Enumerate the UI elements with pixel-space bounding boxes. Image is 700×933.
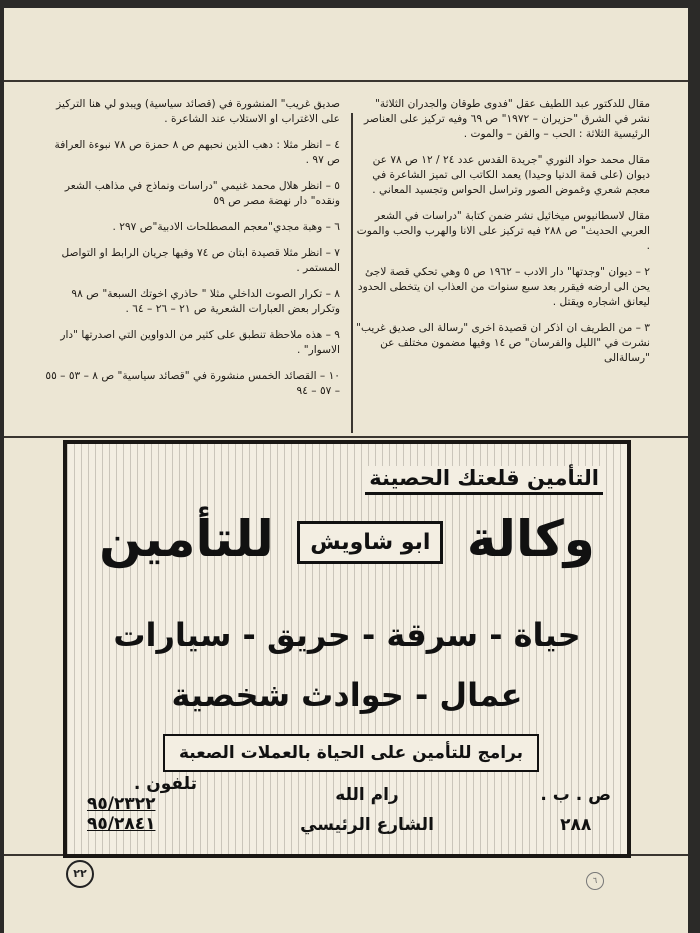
page-number: ٢٢ xyxy=(66,860,94,888)
footnote: ٤ – انظر مثلا : دهب الذين نحبهم ص ٨ حمزة ص ٧٨ نبوءة العرافة ص ٩٧ . xyxy=(54,139,340,166)
column-divider xyxy=(351,113,353,433)
po-number: ٢٨٨ xyxy=(560,815,592,835)
agency-title xyxy=(67,510,627,568)
top-rule xyxy=(4,80,688,82)
footnote: ٥ – انظر هلال محمد غنيمي "دراسات ونماذج في مذاهب الشعر ونقده" دار نهضة مصر ص ٥٩ xyxy=(64,180,340,207)
paragraph: مقال لاسطانيوس ميخائيل نشر ضمن كتابة "دراسات في الشعر العربي الحديث" ص ٢٨٨ فيه تركيز على الانا والهرب والحب والموت . xyxy=(356,210,650,252)
po-box xyxy=(540,780,611,840)
paragraph: صديق غريب" المنشورة في (قصائد سياسية) ويبدو لي هنا التركيز على الاغتراب او الاستلاب عند الشاعرة . xyxy=(56,98,340,125)
phone-label: تلفون . xyxy=(133,774,197,794)
footnote: ٨ – تكرار الصوت الداخلي مثلا " حاذري اخوتك السبعة" ص ٩٨ وتكرار بعض العبارات الشعرية ص ٢١ – ٢٦ – ٦٤ . xyxy=(71,288,340,315)
footnote: ٩ – هذه ملاحظة تنطبق على كثير من الدواوين التي اصدرتها "دار الاسوار" . xyxy=(60,329,340,356)
city: رام الله xyxy=(335,785,399,805)
agency-word: وكالة xyxy=(466,510,595,568)
address xyxy=(297,780,437,840)
agency-name-box: ابو شاويش xyxy=(297,521,443,564)
faint-page-number: ٦ xyxy=(586,872,604,890)
phone-block xyxy=(87,774,197,834)
left-text-column xyxy=(42,97,340,410)
phone-number: ٩٥/٢٣٢٢ xyxy=(87,794,156,814)
paragraph: مقال للدكتور عبد اللطيف عقل "فدوى طوقان والجدران الثلاثة" نشر في الشرق "حزيران – ١٩٧٢" ص ٦٩ وفيه تركيز على العناصر الرئيسية الثلاثة : الحب – والفن – والموت . xyxy=(364,98,650,140)
insurance-advertisement xyxy=(63,440,631,858)
mid-rule xyxy=(4,436,688,438)
footnote: ١٠ – القصائد الخمس منشورة في "قصائد سياسية" ص ٨ – ٥٣ – ٥٥ – ٥٧ – ٩٤ xyxy=(45,370,340,397)
po-label: ص . ب . xyxy=(540,785,611,805)
right-text-column xyxy=(356,97,650,377)
street: الشارع الرئيسي xyxy=(300,815,434,835)
footnote: ٢ – ديوان "وجدتها" دار الادب – ١٩٦٢ ص ٥ وهي تحكي قصة لاجئ يحن الى ارضه فيقرر بعد سبع سنوات من العذاب ان يتخطى الحدود ليعانق اشجاره ويقتل . xyxy=(357,266,650,308)
footnote: ٣ – من الطريف ان اذكر ان قصيدة اخرى "رسالة الى صديق غريب" نشرت في "الليل والفرسان" ص ١٤ وفيها مضمون مختلف عن "رسالةالى xyxy=(356,322,650,364)
ad-slogan: التأمين قلعتك الحصينة xyxy=(365,466,603,495)
services-line-1: حياة - سرقة - حريق - سيارات xyxy=(113,616,581,654)
phone-number: ٩٥/٢٨٤١ xyxy=(87,814,156,834)
services-line-2: عمال - حوادث شخصية xyxy=(171,676,523,714)
paragraph: مقال محمد حواد النوري "جريدة القدس عدد ٢٤ / ١٢ ص ٧٨ عن ديوان (على قمة الدنيا وحيدا) يعمد الكاتب الى تميز الشاعرة في معجم شعري وغموض الصور وتراسل الحواس وتجسيد المعاني . xyxy=(372,154,650,196)
footnote: ٧ – انظر مثلا قصيدة ابتان ص ٧٤ وفيها جريان الرابط او التواصل المستمر . xyxy=(61,247,340,274)
programs-box: برامج للتأمين على الحياة بالعملات الصعبة xyxy=(163,734,539,772)
agency-type: للتأمين xyxy=(99,510,274,568)
footnote: ٦ – وهبة مجدي"معجم المصطلحات الادبية"ص ٢٩٧ . xyxy=(112,221,340,233)
